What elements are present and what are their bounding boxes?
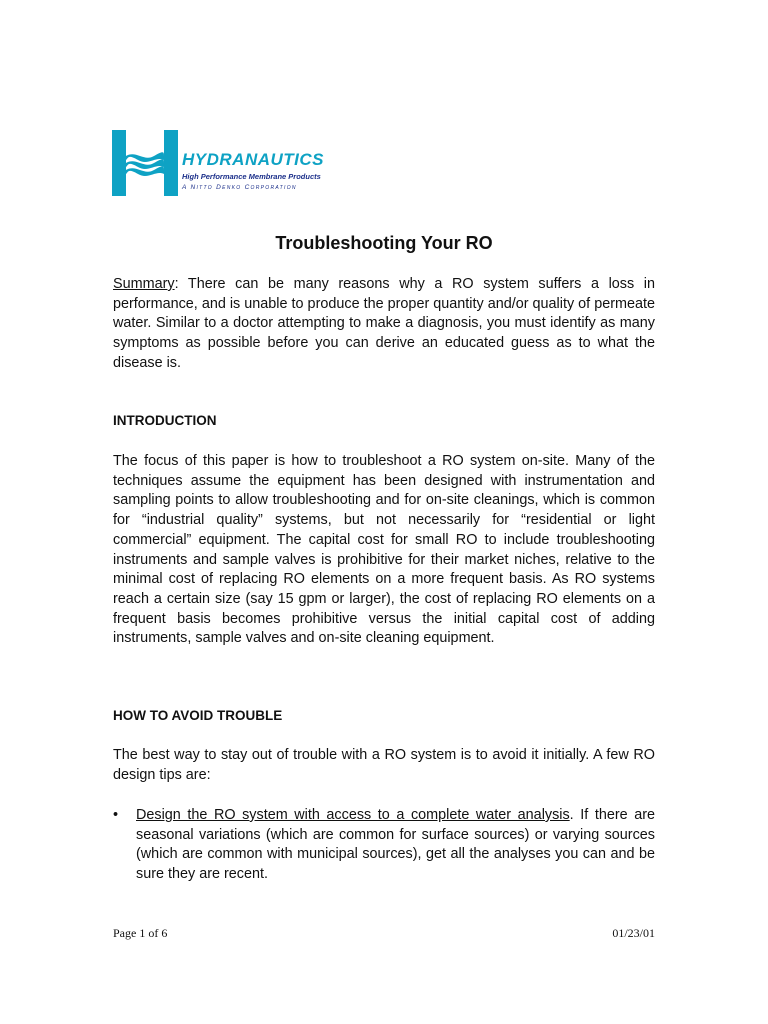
logo-wordmark: HYDRANAUTICS bbox=[182, 150, 324, 169]
document-title: Troubleshooting Your RO bbox=[275, 233, 493, 253]
document-date: 01/23/01 bbox=[612, 926, 655, 940]
introduction-heading: INTRODUCTION bbox=[113, 413, 217, 428]
page-number: Page 1 of 6 bbox=[113, 926, 168, 940]
summary-text: : There can be many reasons why a RO system suffers a loss in performance, and is unable to produce the proper quantity and/or quality of permeate water. Similar to a doctor attempting to make a diagnosis, you must identify as many symptoms as possible before you can derive an educated guess as to what the disease is. bbox=[113, 276, 655, 371]
logo-tagline: High Performance Membrane Products bbox=[182, 172, 321, 181]
avoid-trouble-heading: HOW TO AVOID TROUBLE bbox=[113, 708, 283, 723]
summary-paragraph bbox=[113, 275, 655, 374]
bullet-lead: Design the RO system with access to a complete water analysis bbox=[136, 807, 570, 823]
bullet-rest: . If there are seasonal variations (which are common for surface sources) or varying sources (which are common with municipal sources), get all the analyses you can and be sure they are recent. bbox=[136, 807, 655, 883]
logo-corporation: A Nitto Denko Corporation bbox=[182, 184, 297, 191]
introduction-paragraph: The focus of this paper is how to troubleshoot a RO system on-site. Many of the techniques assume the equipment has been designed with instrumentation and sampling points to allow troubleshooting and for on-site cleanings, which is common for “industrial quality” systems, but not necessarily for “residential or light commercial” equipment. The capital cost for small RO to include troubleshooting instruments and sample valves is prohibitive for their market niches, relative to the minimal cost of replacing RO elements on a more frequent basis. As RO systems reach a certain size (say 15 gpm or larger), the cost of replacing RO elements on a frequent basis becomes prohibitive versus the initial capital cost of adding instruments, sample valves and on-site cleaning equipment. bbox=[113, 453, 655, 647]
summary-label: Summary bbox=[113, 276, 175, 292]
company-logo bbox=[112, 130, 342, 196]
avoid-trouble-paragraph: The best way to stay out of trouble with a RO system is to avoid it initially. A few RO design tips are: bbox=[113, 747, 655, 783]
bullet-text bbox=[136, 806, 655, 885]
bullet-marker: • bbox=[113, 807, 119, 823]
hydranautics-h-logo-icon bbox=[112, 130, 178, 196]
